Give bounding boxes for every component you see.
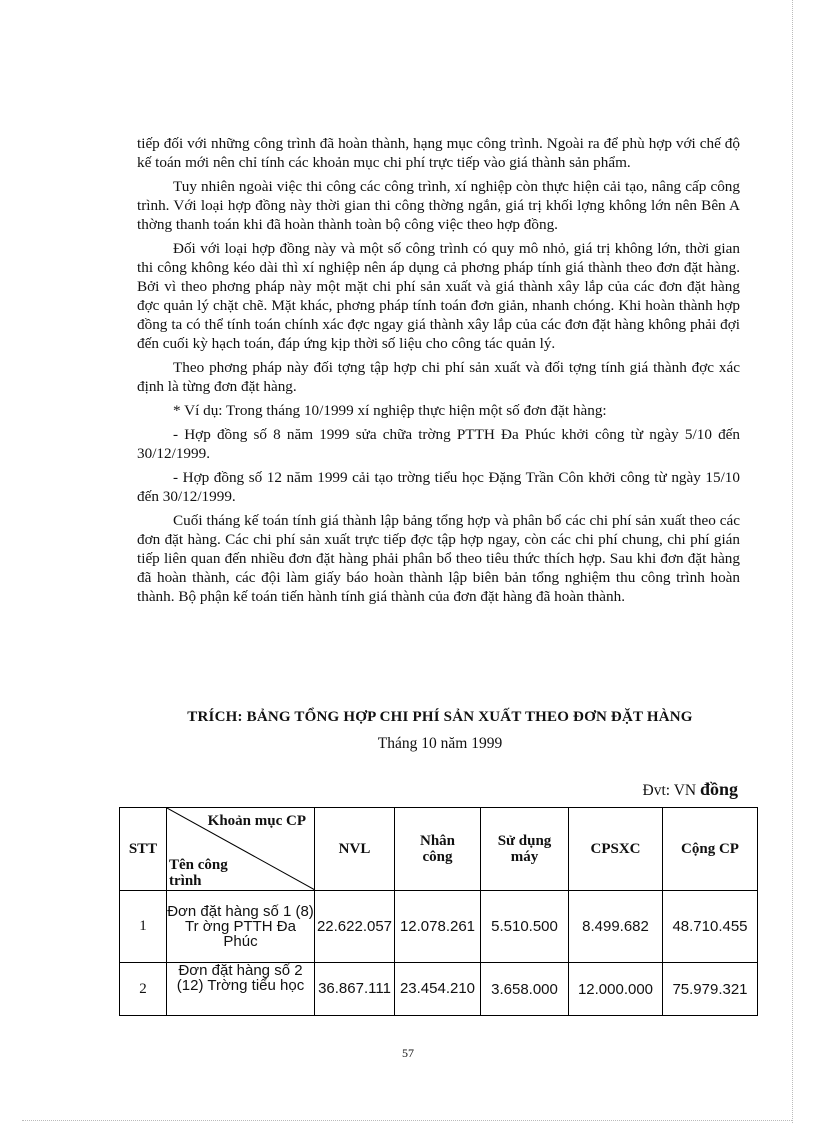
unit-label: [643, 779, 738, 800]
page-number: 57: [402, 1046, 414, 1060]
paragraph: * Ví dụ: Trong tháng 10/1999 xí nghiệp thực hiện một số đơn đặt hàng:: [173, 402, 607, 419]
cell-nvl: 22.622.057: [315, 891, 395, 963]
unit-suffix: đồng: [699, 779, 738, 799]
cell-su-dung-may: 3.658.000: [481, 963, 569, 1016]
body-text: [137, 134, 740, 611]
cell-nvl: 36.867.111: [315, 963, 395, 1016]
cell-cong-cp: 48.710.455: [663, 891, 758, 963]
table-row: [120, 891, 758, 963]
paragraph: - Hợp đồng số 8 năm 1999 sửa chữa trờng PTTH Đa Phúc khởi công từ ngày 5/10 đến 30/12/1999.: [137, 426, 740, 462]
header-nhan-cong: Nhân công: [395, 808, 481, 891]
header-cong-cp: Cộng CP: [663, 808, 758, 891]
paragraph: - Hợp đồng số 12 năm 1999 cải tạo trờng tiểu học Đặng Trần Côn khởi công từ ngày 15/10 đến 30/12/1999.: [137, 469, 740, 505]
table-subtitle: Tháng 10 năm 1999: [377, 735, 503, 752]
cell-nhan-cong: 23.454.210: [395, 963, 481, 1016]
table-row: [120, 963, 758, 1016]
header-stt: STT: [120, 808, 167, 891]
cost-summary-table: [119, 807, 758, 1016]
cell-su-dung-may: 5.510.500: [481, 891, 569, 963]
cell-nhan-cong: 12.078.261: [395, 891, 481, 963]
paragraph: tiếp đối với những công trình đã hoàn thành, hạng mục công trình. Ngoài ra để phù hợp với chế độ kế toán mới nên chỉ tính các khoản mục chi phí trực tiếp vào giá thành sản phẩm.: [137, 135, 740, 171]
header-khoan-muc: Khoản mục CP: [207, 813, 306, 829]
header-diagonal-cell: [167, 808, 315, 891]
header-nvl: NVL: [315, 808, 395, 891]
paragraph: Cuối tháng kế toán tính giá thành lập bảng tổng hợp và phân bổ các chi phí sản xuất theo các đơn đặt hàng. Các chi phí sản xuất trực tiếp đợc tập hợp ngay, còn các chi phí chung, chi phí gián tiếp liên quan đến nhiều đơn đặt hàng phải phân bổ theo tiêu thức thích hợp. Sau khi đơn đặt hàng đã hoàn thành, các đội làm giấy báo hoàn thành lập biên bản tổng nghiệm thu công trình hoàn thành. Bộ phận kế toán tiến hành tính giá thành của đơn đặt hàng đã hoàn thành.: [137, 512, 740, 605]
cell-name: Đơn đặt hàng số 1 (8) Tr ờng PTTH Đa Phúc: [167, 891, 315, 963]
unit-prefix: Đvt: VN: [642, 782, 700, 799]
paragraph: Đối với loại hợp đồng này và một số công trình có quy mô nhỏ, giá trị không lớn, thời gian thi công không kéo dài thì xí nghiệp nên áp dụng cả phơng pháp tính giá thành theo đơn đặt hàng. Bởi vì theo phơng pháp này một mặt chi phí sản xuất và giá thành xây lắp của các đơn đặt hàng đợc quản lý chặt chẽ. Mặt khác, phơng pháp tính toán đơn giản, nhanh chóng. Khi hoàn thành hợp đồng ta có thể tính toán chính xác đợc ngay giá thành xây lắp của các đơn đặt hàng không phải đợi đến cuối kỳ hạch toán, đáp ứng kịp thời số liệu cho công tác quản lý.: [137, 240, 740, 352]
header-su-dung-may: Sử dụng máy: [481, 808, 569, 891]
cell-cpsxc: 8.499.682: [569, 891, 663, 963]
header-ten-cong-trinh: Tên công trình: [169, 857, 228, 889]
table-header-row: [120, 808, 758, 891]
footer-divider: [22, 1120, 792, 1121]
cell-name: Đơn đặt hàng số 2 (12) Trờng tiểu học: [167, 963, 315, 1016]
cell-stt: 1: [120, 891, 167, 963]
header-cpsxc: CPSXC: [569, 808, 663, 891]
margin-divider: [792, 0, 793, 1123]
paragraph: Theo phơng pháp này đối tợng tập hợp chi phí sản xuất và đối tợng tính giá thành đợc xác định là từng đơn đặt hàng.: [137, 359, 740, 395]
cell-cpsxc: 12.000.000: [569, 963, 663, 1016]
cell-stt: 2: [120, 963, 167, 1016]
paragraph: Tuy nhiên ngoài việc thi công các công trình, xí nghiệp còn thực hiện cải tạo, nâng cấp công trình. Với loại hợp đồng này thời gian thi công thờng ngắn, giá trị khối lợng không lớn nên Bên A thờng thanh toán khi đã hoàn thành toàn bộ công việc theo hợp đồng.: [137, 178, 740, 233]
cell-cong-cp: 75.979.321: [663, 963, 758, 1016]
table-title: TRÍCH: BẢNG TỔNG HỢP CHI PHÍ SẢN XUẤT THEO ĐƠN ĐẶT HÀNG: [187, 709, 693, 725]
